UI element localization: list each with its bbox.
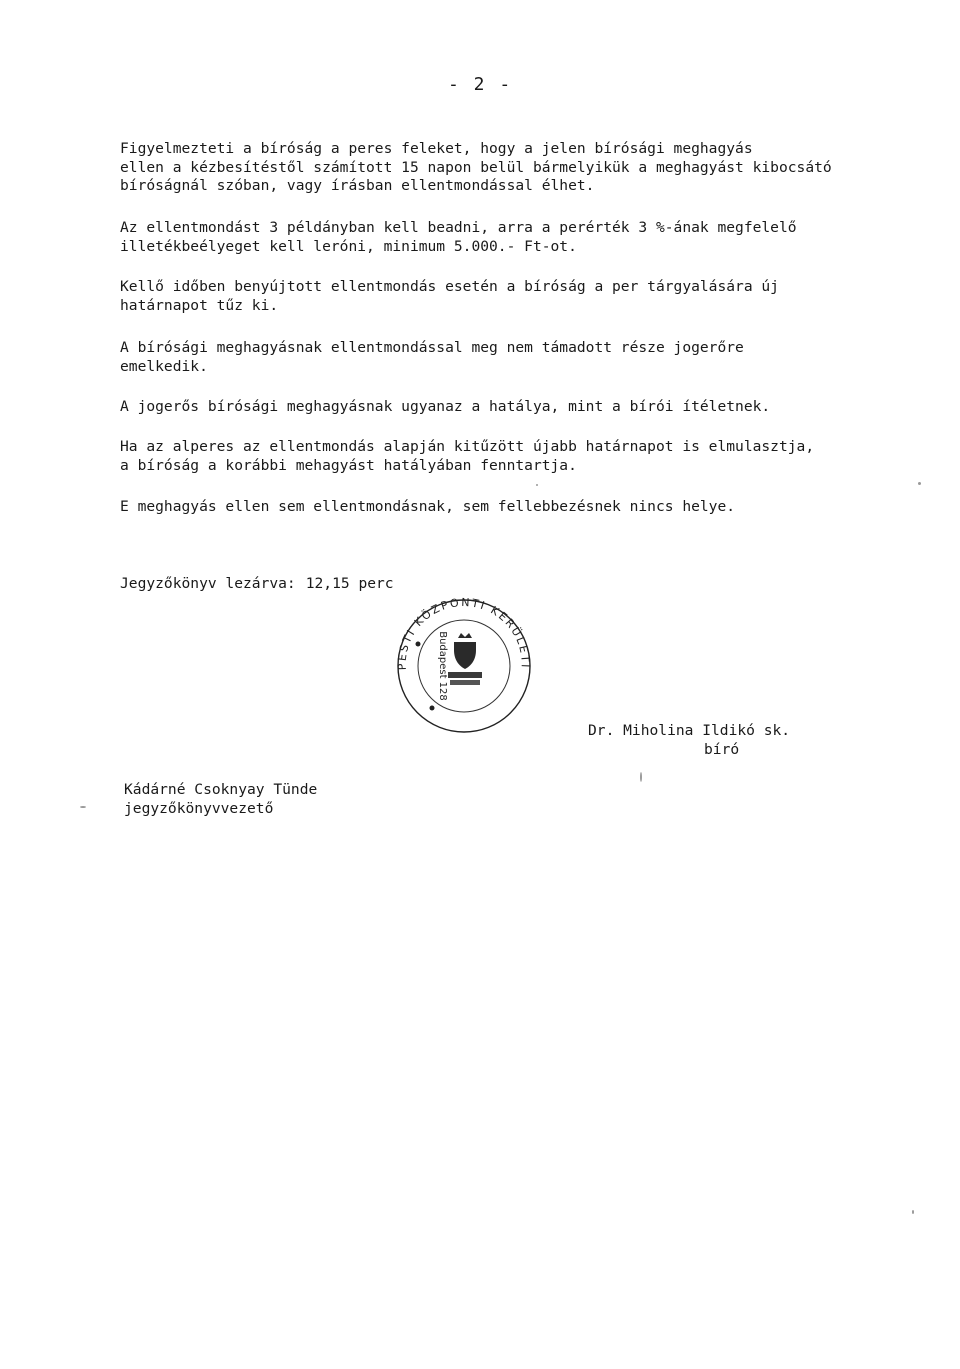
judge-signature-block bbox=[588, 722, 790, 759]
paragraph-default bbox=[120, 438, 900, 475]
record-closed-line bbox=[120, 575, 394, 592]
page-number: - 2 - bbox=[448, 74, 513, 95]
clerk-signature-block bbox=[124, 781, 317, 818]
scan-speck bbox=[536, 484, 538, 486]
court-seal-icon bbox=[388, 596, 540, 736]
record-closed-time: 12,15 perc bbox=[305, 575, 394, 592]
text-line: Az ellentmondást 3 példányban kell beadni, arra a perérték 3 %-ának megfelelő bbox=[120, 219, 797, 236]
coat-of-arms-icon bbox=[448, 633, 482, 685]
clerk-title: jegyzőkönyvvezető bbox=[124, 799, 274, 817]
scan-speck bbox=[912, 1210, 914, 1214]
paragraph-filing-fee bbox=[120, 219, 900, 256]
text-line: a bíróság a korábbi mehagyást hatályában fenntartja. bbox=[120, 456, 577, 474]
text-line: illetékbeélyeget kell leróni, minimum 5.000.- Ft-ot. bbox=[120, 237, 577, 255]
judge-name: Dr. Miholina Ildikó sk. bbox=[588, 722, 791, 739]
record-closed-label: Jegyzőkönyv lezárva: bbox=[120, 575, 296, 592]
scan-speck bbox=[918, 482, 921, 485]
scan-speck bbox=[640, 772, 642, 782]
clerk-name: Kádárné Csoknyay Tünde bbox=[124, 781, 318, 798]
seal-outer-text: PESTI KÖZPONTI KERÜLETI bbox=[395, 596, 532, 671]
paragraph-finality bbox=[120, 339, 900, 376]
text-line: Kellő időben benyújtott ellentmondás esetén a bíróság a per tárgyalására új bbox=[120, 278, 779, 295]
court-seal-stamp bbox=[388, 596, 540, 736]
paragraph-new-hearing bbox=[120, 278, 900, 315]
text-line: Figyelmezteti a bíróság a peres feleket, hogy a jelen bírósági meghagyás bbox=[120, 140, 753, 157]
text-line: emelkedik. bbox=[120, 357, 208, 375]
paragraph-objection-notice bbox=[120, 140, 900, 196]
judge-title: bíró bbox=[704, 740, 740, 758]
text-line: határnapot tűz ki. bbox=[120, 296, 279, 314]
text-line: bíróságnál szóban, vagy írásban ellentmondással élhet. bbox=[120, 177, 595, 195]
seal-inner-text: Budapest 128 bbox=[437, 631, 448, 701]
scan-speck bbox=[80, 806, 86, 808]
paragraph-effect bbox=[120, 398, 900, 417]
text-line: A jogerős bírósági meghagyásnak ugyanaz a hatálya, mint a bírói ítéletnek. bbox=[120, 398, 771, 415]
text-line: ellen a kézbesítéstől számított 15 napon belül bármelyikük a meghagyást kibocsátó bbox=[120, 158, 832, 176]
paragraph-no-appeal bbox=[120, 498, 900, 517]
text-line: Ha az alperes az ellentmondás alapján kitűzött újabb határnapot is elmulasztja, bbox=[120, 438, 815, 455]
text-line: E meghagyás ellen sem ellentmondásnak, sem fellebbezésnek nincs helye. bbox=[120, 498, 736, 515]
text-line: A bírósági meghagyásnak ellentmondással meg nem támadott része jogerőre bbox=[120, 339, 744, 356]
